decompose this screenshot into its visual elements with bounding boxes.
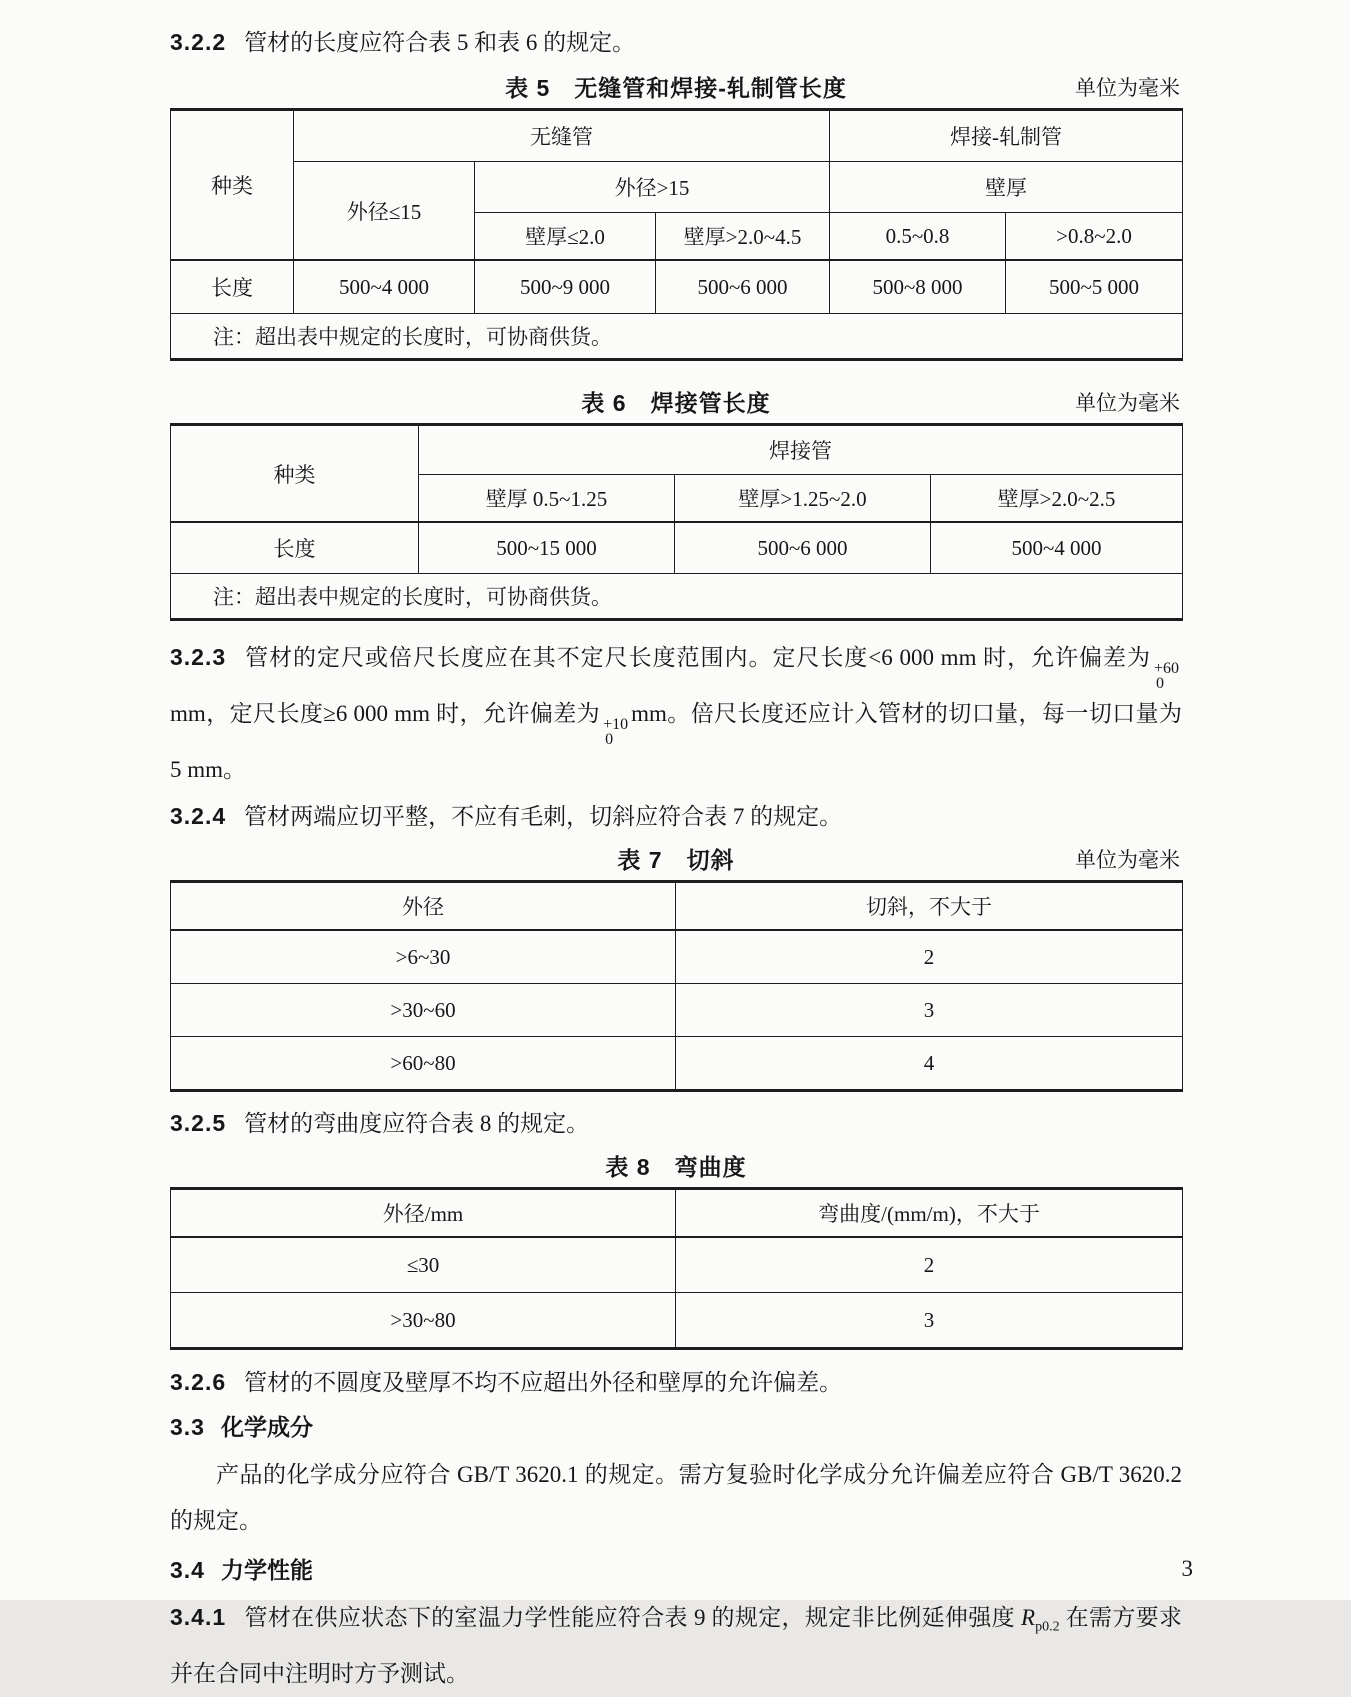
table-7 (170, 880, 1183, 1092)
table-5-group-seamless: 无缝管 (294, 110, 830, 162)
table-5-header-wt-gt20: 壁厚>2.0~4.5 (656, 213, 830, 261)
table-8-header-od: 外径/mm (171, 1189, 676, 1238)
table-cell: >30~80 (171, 1293, 676, 1349)
table-6-header-col-2: 壁厚>2.0~2.5 (931, 475, 1183, 523)
table-cell: 500~8 000 (830, 260, 1006, 314)
table-7-caption (170, 842, 1182, 875)
table-8-header-bend: 弯曲度/(mm/m)，不大于 (676, 1189, 1183, 1238)
table-cell: 2 (676, 1237, 1183, 1293)
paragraph-3-2-5 (170, 1107, 1182, 1140)
clause-number: 3.2.5 (170, 1110, 227, 1136)
clause-text: 管材的弯曲度应符合表 8 的规定。 (244, 1111, 590, 1136)
paragraph-3-2-4 (170, 800, 1182, 833)
table-cell: 4 (676, 1037, 1183, 1091)
table-5-header-od-le15: 外径≤15 (294, 162, 475, 261)
clause-text: 管材的不圆度及壁厚不均不应超出外径和壁厚的允许偏差。 (244, 1370, 843, 1395)
table-cell: 500~6 000 (675, 522, 931, 574)
table-6-header-col-1: 壁厚>1.25~2.0 (675, 475, 931, 523)
tolerance-plus10-0: +10 0 (603, 716, 629, 748)
table-6 (170, 423, 1183, 621)
clause-number: 3.2.4 (170, 803, 227, 829)
table-5-header-od-gt15: 外径>15 (475, 162, 830, 213)
paragraph-3-2-3 (170, 634, 1182, 793)
clause-text: mm。倍尺长度还应计入管材的切口量，每一切口量为 5 mm。 (170, 701, 1183, 782)
table-cell: 3 (676, 984, 1183, 1037)
paragraph-3-2-6 (170, 1366, 1182, 1399)
table-8-title: 表 8 弯曲度 (605, 1154, 747, 1180)
clause-text: 管材的定尺或倍尺长度应在其不定尺长度范围内。定尺长度<6 000 mm 时，允许偏差为 (244, 645, 1151, 670)
table-8 (170, 1187, 1183, 1350)
table-5-caption (170, 70, 1182, 103)
clause-number: 3.2.3 (170, 644, 227, 670)
table-cell: 500~4 000 (294, 260, 475, 314)
table-cell: 500~15 000 (419, 522, 675, 574)
table-cell: 500~4 000 (931, 522, 1183, 574)
table-6-row-label: 长度 (171, 522, 419, 574)
paragraph-3-2-2 (170, 26, 1182, 59)
table-cell: >60~80 (171, 1037, 676, 1091)
page-content (170, 0, 1182, 1697)
section-number: 3.4 (170, 1557, 205, 1583)
table-cell: 500~6 000 (656, 260, 830, 314)
clause-number: 3.2.6 (170, 1369, 227, 1395)
table-cell: 2 (676, 930, 1183, 984)
table-5-header-wt-0508: 0.5~0.8 (830, 213, 1006, 261)
table-5-header-wt-0820: >0.8~2.0 (1006, 213, 1183, 261)
table-7-title: 表 7 切斜 (617, 847, 735, 873)
tolerance-plus60-0: +60 0 (1153, 660, 1179, 692)
table-5 (170, 108, 1183, 361)
paragraph-3-4-1 (170, 1594, 1182, 1697)
clause-text: 管材在供应状态下的室温力学性能应符合表 9 的规定，规定非比例延伸强度 (244, 1605, 1022, 1630)
table-6-header-col-0: 壁厚 0.5~1.25 (419, 475, 675, 523)
table-5-header-wt-group: 壁厚 (830, 162, 1183, 213)
paragraph-3-3-body (170, 1452, 1182, 1544)
table-5-kind-header: 种类 (171, 110, 294, 261)
table-6-title: 表 6 焊接管长度 (581, 390, 771, 416)
section-number: 3.3 (170, 1414, 205, 1440)
clause-text: 管材的长度应符合表 5 和表 6 的规定。 (244, 30, 636, 55)
section-3-4-heading (170, 1554, 1182, 1586)
table-7-header-cut: 切斜，不大于 (676, 882, 1183, 931)
table-5-unit-label: 单位为毫米 (1075, 76, 1180, 100)
table-5-note: 注：超出表中规定的长度时，可协商供货。 (171, 314, 1183, 360)
section-3-3-heading (170, 1411, 1182, 1443)
table-6-unit-label: 单位为毫米 (1075, 391, 1180, 415)
table-cell: 3 (676, 1293, 1183, 1349)
table-5-row-label: 长度 (171, 260, 294, 314)
clause-text: 管材两端应切平整，不应有毛刺，切斜应符合表 7 的规定。 (244, 804, 843, 829)
symbol-rp02-subscript: p0.2 (1035, 1619, 1060, 1635)
clause-number: 3.2.2 (170, 29, 227, 55)
table-cell: ≤30 (171, 1237, 676, 1293)
table-cell: 500~5 000 (1006, 260, 1183, 314)
table-6-caption (170, 385, 1182, 418)
clause-text: mm，定尺长度≥6 000 mm 时，允许偏差为 (170, 701, 601, 726)
symbol-rp02: R (1021, 1605, 1036, 1630)
table-6-group-welded: 焊接管 (419, 425, 1183, 475)
clause-number: 3.4.1 (170, 1604, 227, 1630)
clause-text: 在需方要求并在合同中注明时方予测试。 (170, 1605, 1183, 1686)
table-5-group-welded-rolled: 焊接-轧制管 (830, 110, 1183, 162)
table-cell: >30~60 (171, 984, 676, 1037)
table-7-unit-label: 单位为毫米 (1075, 848, 1180, 872)
section-title: 化学成分 (220, 1414, 313, 1440)
table-cell: >6~30 (171, 930, 676, 984)
table-5-title: 表 5 无缝管和焊接-轧制管长度 (505, 75, 847, 101)
section-title: 力学性能 (220, 1557, 313, 1583)
table-cell: 500~9 000 (475, 260, 656, 314)
clause-text: 产品的化学成分应符合 GB/T 3620.1 的规定。需方复验时化学成分允许偏差应符合 GB/T 3620.2 的规定。 (170, 1462, 1182, 1533)
table-7-header-od: 外径 (171, 882, 676, 931)
table-6-note: 注：超出表中规定的长度时，可协商供货。 (171, 574, 1183, 620)
table-5-header-wt-le20: 壁厚≤2.0 (475, 213, 656, 261)
table-8-caption (170, 1149, 1182, 1182)
page-number: 3 (1181, 1556, 1193, 1581)
table-6-kind-header: 种类 (171, 425, 419, 523)
